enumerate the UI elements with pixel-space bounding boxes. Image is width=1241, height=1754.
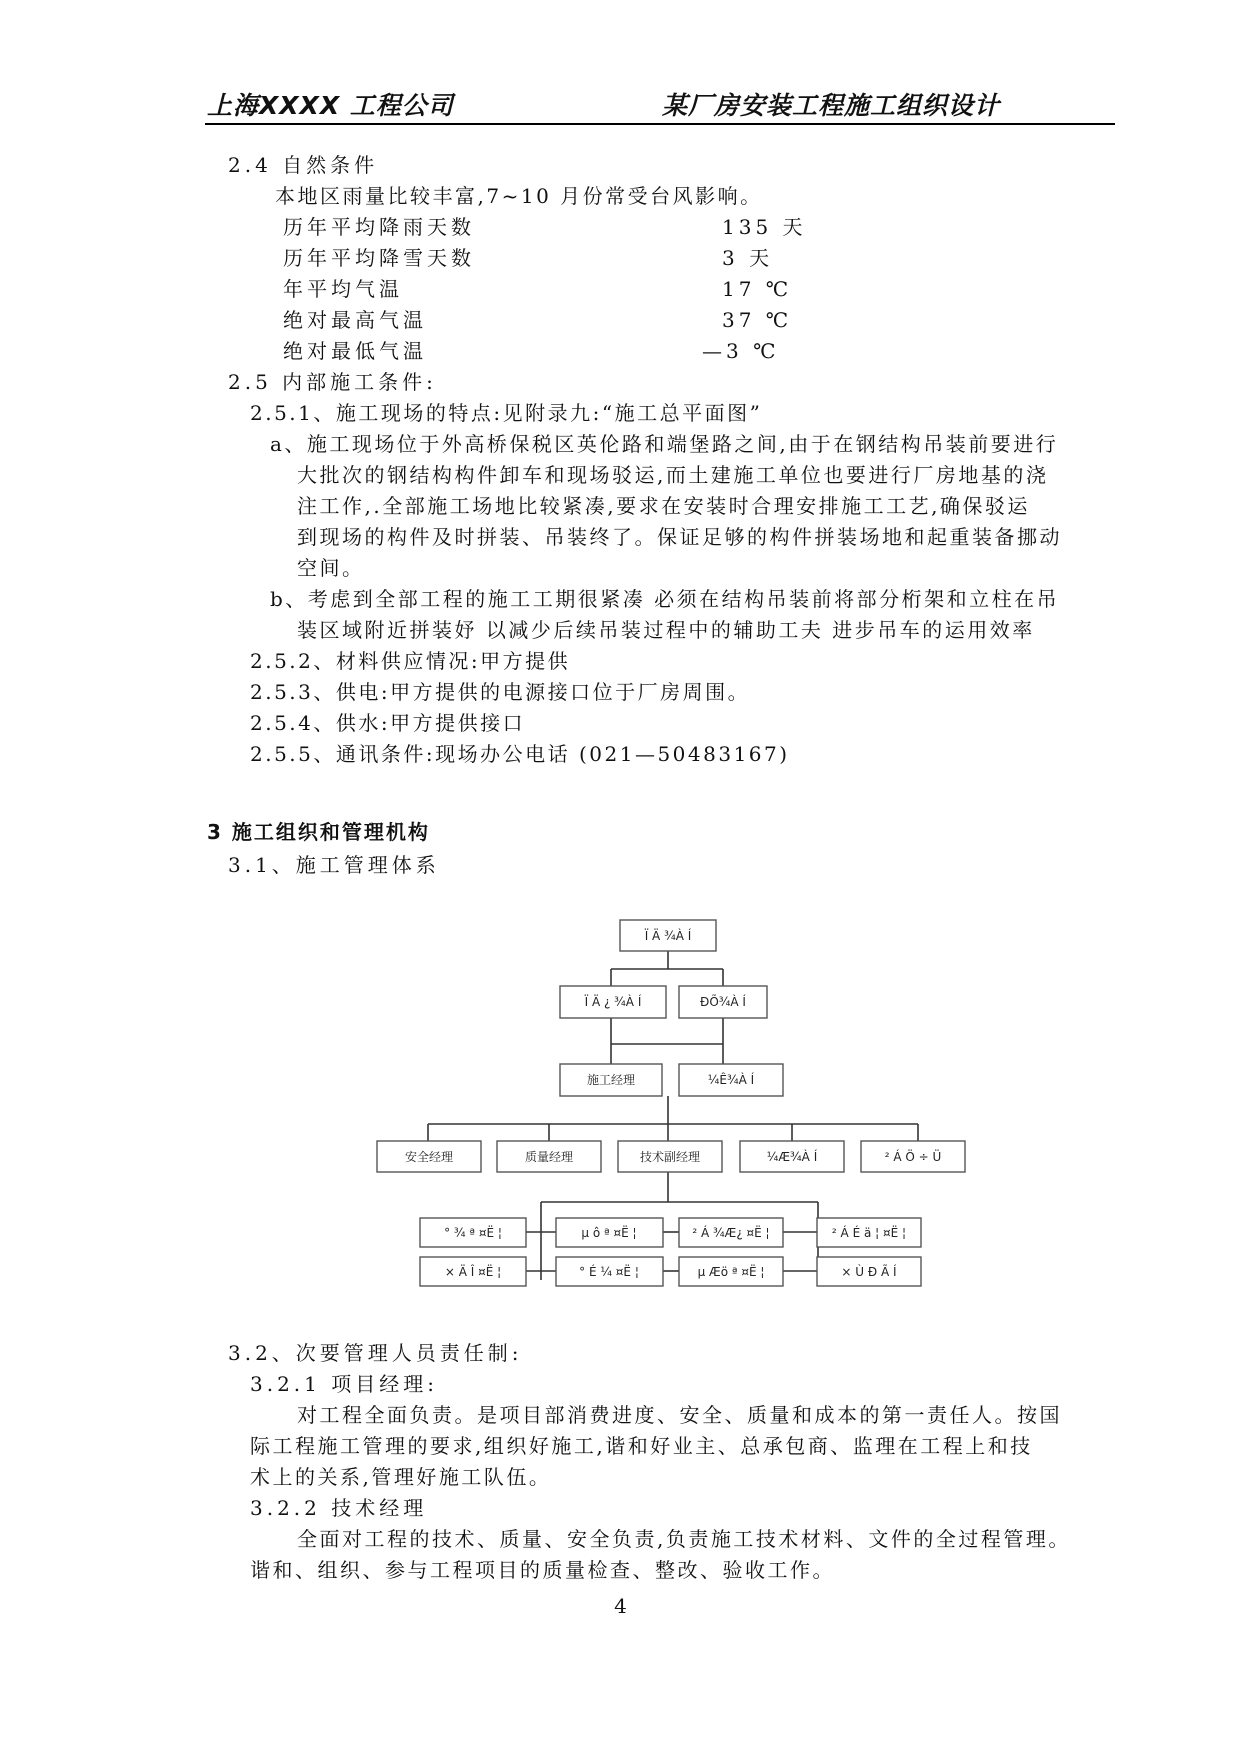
org-node bbox=[679, 1218, 783, 1247]
org-node bbox=[556, 1257, 663, 1286]
org-node-label: ² Á Ö ÷ Ü bbox=[884, 1150, 942, 1164]
para-3-2-1-line: 际工程施工管理的要求,组织好施工,谐和好业主、总承包商、监理在工程上和技 bbox=[250, 1434, 1033, 1458]
org-node-label: µ ô ª ¤Ë ¦ bbox=[581, 1226, 637, 1240]
stat-label: 历年平均降雪天数 bbox=[283, 246, 475, 270]
org-node-label: 安全经理 bbox=[404, 1150, 454, 1164]
para-a-line: 注工作,.全部施工场地比较紧凑,要求在安装时合理安排施工工艺,确保驳运 bbox=[297, 494, 1030, 518]
para-a-line: a、施工现场位于外高桥保税区英伦路和端堡路之间,由于在钢结构吊装前要进行 bbox=[270, 432, 1059, 456]
org-node bbox=[679, 1064, 783, 1096]
para-b-line: b、考虑到全部工程的施工工期很紧凑 必须在结构吊装前将部分桁架和立柱在吊 bbox=[270, 587, 1060, 611]
para-a-line: 大批次的钢结构构件卸车和现场驳运,而土建施工单位也要进行厂房地基的浇 bbox=[297, 463, 1049, 487]
section-2-4-intro: 本地区雨量比较丰富,7~10 月份常受台风影响。 bbox=[275, 184, 763, 208]
para-3-2-1-line: 对工程全面负责。是项目部消费进度、安全、质量和成本的第一责任人。按国 bbox=[297, 1403, 1062, 1427]
stat-value: 37 ℃ bbox=[722, 308, 793, 332]
stat-value: 135 天 bbox=[722, 215, 807, 239]
stat-label: 绝对最低气温 bbox=[283, 339, 427, 363]
org-node-label: ¼Ê¾À Í bbox=[707, 1073, 755, 1087]
org-node bbox=[861, 1141, 965, 1172]
section-2-4-heading: 2.4 自然条件 bbox=[228, 153, 379, 177]
org-node-label: ° É ¼ ¤Ë ¦ bbox=[579, 1265, 639, 1279]
org-node bbox=[497, 1141, 601, 1172]
header-title: 某厂房安装工程施工组织设计 bbox=[662, 91, 1001, 120]
section-2-5-3: 2.5.3、供电:甲方提供的电源接口位于厂房周围。 bbox=[250, 680, 751, 704]
stat-label: 绝对最高气温 bbox=[283, 308, 427, 332]
para-a-line: 空间。 bbox=[297, 556, 365, 580]
stat-value: —3 ℃ bbox=[702, 339, 780, 363]
org-node bbox=[679, 1257, 783, 1286]
org-node-label: µ Æö ª ¤Ë ¦ bbox=[697, 1265, 765, 1279]
para-a-line: 到现场的构件及时拼装、吊装终了。保证足够的构件拼装场地和起重装备挪动 bbox=[297, 525, 1062, 549]
org-node bbox=[560, 986, 666, 1018]
org-node-label: 施工经理 bbox=[586, 1073, 636, 1087]
org-node-label: 质量经理 bbox=[524, 1150, 574, 1164]
stat-label: 历年平均降雨天数 bbox=[283, 215, 475, 239]
para-3-2-1-line: 术上的关系,管理好施工队伍。 bbox=[250, 1465, 552, 1489]
para-3-2-2-line: 谐和、组织、参与工程项目的质量检查、整改、验收工作。 bbox=[250, 1558, 835, 1582]
org-node bbox=[618, 1141, 722, 1172]
para-b-line: 装区域附近拼装妤 以减少后续吊装过程中的辅助工夫 进步吊车的运用效率 bbox=[297, 618, 1035, 642]
para-3-2-2-line: 全面对工程的技术、质量、安全负责,负责施工技术材料、文件的全过程管理。 bbox=[297, 1527, 1071, 1551]
section-3-2-2-heading: 3.2.2 技术经理 bbox=[250, 1496, 428, 1520]
org-node-label: ² Á ¾Æ¿ ¤Ë ¦ bbox=[692, 1226, 770, 1240]
stat-value: 3 天 bbox=[722, 246, 774, 270]
stat-value: 17 ℃ bbox=[722, 277, 793, 301]
org-node bbox=[420, 1218, 526, 1247]
org-node-label: Ï Ä ¾À Í bbox=[644, 929, 692, 943]
org-node-label: Ï Ä ¿ ¾À Í bbox=[584, 995, 642, 1009]
org-node-label: ° ¾ ª ¤Ë ¦ bbox=[444, 1226, 502, 1240]
section-2-5-heading: 2.5 内部施工条件: bbox=[228, 370, 437, 394]
header-company: 上海XXXX 工程公司 bbox=[207, 91, 454, 120]
org-node bbox=[620, 920, 716, 951]
stat-label: 年平均气温 bbox=[283, 277, 403, 301]
org-node bbox=[817, 1257, 921, 1286]
org-node bbox=[420, 1257, 526, 1286]
section-3-2-1-heading: 3.2.1 项目经理: bbox=[250, 1372, 438, 1396]
org-node-label: ² Á É ä ¦ ¤Ë ¦ bbox=[831, 1226, 907, 1240]
org-node-label: × Ù Ð Ã Í bbox=[841, 1265, 897, 1279]
page-number: 4 bbox=[614, 1594, 627, 1618]
org-node-label: 技术副经理 bbox=[639, 1150, 701, 1164]
section-2-5-1: 2.5.1、施工现场的特点:见附录九:“施工总平面图” bbox=[250, 401, 763, 425]
org-node-label: ¼Æ¾À Í bbox=[766, 1150, 818, 1164]
org-node bbox=[817, 1218, 921, 1247]
org-node bbox=[740, 1141, 844, 1172]
section-2-5-4: 2.5.4、供水:甲方提供接口 bbox=[250, 711, 526, 735]
section-2-5-2: 2.5.2、材料供应情况:甲方提供 bbox=[250, 649, 571, 673]
org-node bbox=[556, 1218, 663, 1247]
section-3-2-heading: 3.2、次要管理人员责任制: bbox=[228, 1341, 523, 1365]
section-3-heading: 3 施工组织和管理机构 bbox=[207, 820, 430, 844]
org-node-label: × Ä Î ¤Ë ¦ bbox=[444, 1265, 502, 1279]
section-3-1-heading: 3.1、施工管理体系 bbox=[228, 853, 440, 877]
org-node bbox=[377, 1141, 481, 1172]
org-node-label: ÐÕ¾À Í bbox=[700, 995, 746, 1009]
section-2-5-5: 2.5.5、通讯条件:现场办公电话 (021—50483167) bbox=[250, 742, 790, 766]
org-node bbox=[560, 1064, 662, 1096]
org-node bbox=[679, 986, 767, 1018]
